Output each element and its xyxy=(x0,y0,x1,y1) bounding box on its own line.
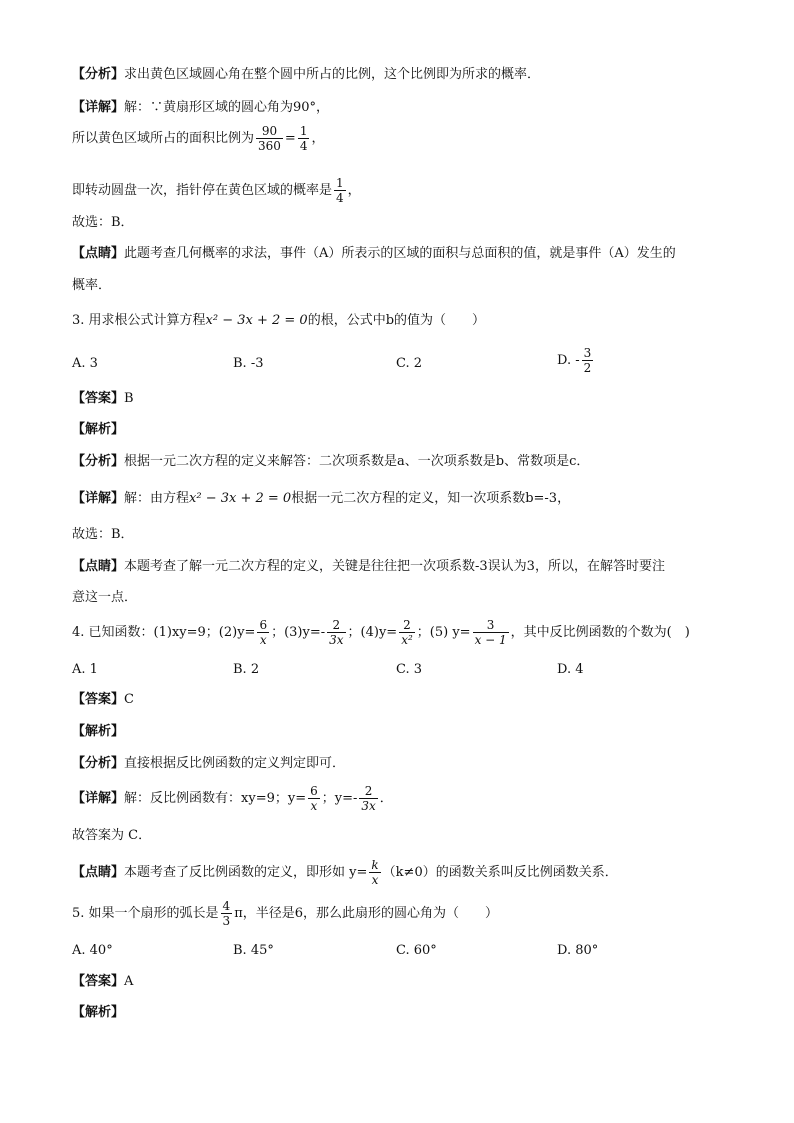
q3-answer-value: B xyxy=(124,391,134,406)
fraction: $\frac{1}{4}$ xyxy=(299,124,308,153)
q4-answer-value: C xyxy=(124,692,134,707)
q2-prob-text: 即转动圆盘一次，指针停在黄色区域的概率是 xyxy=(72,183,333,198)
q3-stem: 3. 用求根公式计算方程x² − 3x + 2 = 0的根，公式中b的值为（ ） xyxy=(72,313,486,328)
q5-option-c: C. 60° xyxy=(396,943,437,958)
q2-comment-text: 此题考查几何概率的求法，事件（A）所表示的区域的面积与总面积的值，就是事件（A）发生的 xyxy=(124,246,676,261)
q3-choice-line: 故选：B． xyxy=(72,527,134,542)
q3-answer-line xyxy=(72,389,134,409)
q4-stem: 4. 已知函数：(1)xy=9；(2)y= $\frac{6}{x}$ ；(3)y=- $\frac{2}{3x}$ ；(4)y= $\frac{2}{\text{x²}}$ ；(5) y= $\frac{3}{x - 1}$ ，其中反比例函数的个数为( ) xyxy=(72,618,690,647)
q4-analysis-line: 【分析】直接根据反比例函数的定义判定即可． xyxy=(72,756,346,771)
q4-comment-line: 【点睛】本题考查了反比例函数的定义，即形如 y= $\frac{k}{x}$ （k≠0）的函数关系叫反比例函数关系． xyxy=(72,858,618,887)
q5-option-d: D. 80° xyxy=(557,943,599,958)
q5-option-b: B. 45° xyxy=(233,943,274,958)
fraction: $\frac{90}{360}$ xyxy=(258,124,281,153)
q4-option-b: B. 2 xyxy=(233,662,260,677)
q2-choice-line: 故选：B． xyxy=(72,215,134,230)
q2-probability-line: 即转动圆盘一次，指针停在黄色区域的概率是 $\frac{1}{4}$ ， xyxy=(72,176,361,205)
answer-tag: 【答案】 xyxy=(72,391,125,406)
q3-option-a: A. 3 xyxy=(72,356,98,371)
q2-detail-line xyxy=(72,98,329,118)
q2-area-text: 所以黄色区域所占的面积比例为 xyxy=(72,131,255,146)
q3-comment-line: 【点睛】本题考查了解一元二次方程的定义，关键是往往把一次项系数-3误认为3，所以，在解答时要注 xyxy=(72,559,665,574)
detail-tag: 【详解】 xyxy=(72,100,125,115)
q4-detail-line: 【详解】解：反比例函数有：xy=9；y= $\frac{6}{x}$ ；y=- $\frac{2}{3x}$ ． xyxy=(72,784,393,813)
analysis-tag: 【分析】 xyxy=(72,67,125,82)
q4-option-c: C. 3 xyxy=(396,662,423,677)
fraction: $\frac{1}{4}$ xyxy=(336,176,344,205)
q2-detail-text: 解：∵黄扇形区域的圆心角为90°， xyxy=(124,100,330,115)
q3-comment-line-2: 意这一点． xyxy=(72,590,138,605)
q4-option-a: A. 1 xyxy=(72,662,98,677)
q3-detail-line: 【详解】解：由方程x² − 3x + 2 = 0根据一元二次方程的定义，知一次项系数b=-3， xyxy=(72,491,571,506)
jiexi-tag: 【解析】 xyxy=(72,422,125,437)
q3-option-c: C. 2 xyxy=(396,356,423,371)
q2-area-ratio-line: 所以黄色区域所占的面积比例为 $\frac{90}{360}$ = $\frac{1}{4}$ ， xyxy=(72,124,325,153)
q3-analysis-line: 【分析】根据一元二次方程的定义来解答：二次项系数是a、一次项系数是b、常数项是c． xyxy=(72,454,590,469)
q3-jiexi-line xyxy=(72,420,124,440)
q4-answer-line: 【答案】C xyxy=(72,692,134,707)
q2-comment-line-2: 概率． xyxy=(72,278,112,293)
q4-jiexi-line: 【解析】 xyxy=(72,724,125,739)
q5-option-a: A. 40° xyxy=(72,943,113,958)
comment-tag: 【点睛】 xyxy=(72,246,125,261)
q5-jiexi-line: 【解析】 xyxy=(72,1005,125,1020)
q4-result-line: 故答案为 C． xyxy=(72,828,152,843)
q2-analysis-line xyxy=(72,65,540,85)
q5-stem: 5. 如果一个扇形的弧长是 $\frac{4}{3}$ π，半径是6，那么此扇形的圆心角为（ ） xyxy=(72,899,499,928)
q3-option-b: B. -3 xyxy=(233,356,264,371)
q5-answer-line: 【答案】A xyxy=(72,974,134,989)
q3-option-d: D. - $\frac{3}{2}$ xyxy=(557,346,592,375)
q2-analysis-text: 求出黄色区域圆心角在整个圆中所占的比例，这个比例即为所求的概率． xyxy=(124,67,541,82)
q4-option-d: D. 4 xyxy=(557,662,584,677)
q2-comment-line xyxy=(72,244,676,264)
q5-answer-value: A xyxy=(124,974,134,989)
